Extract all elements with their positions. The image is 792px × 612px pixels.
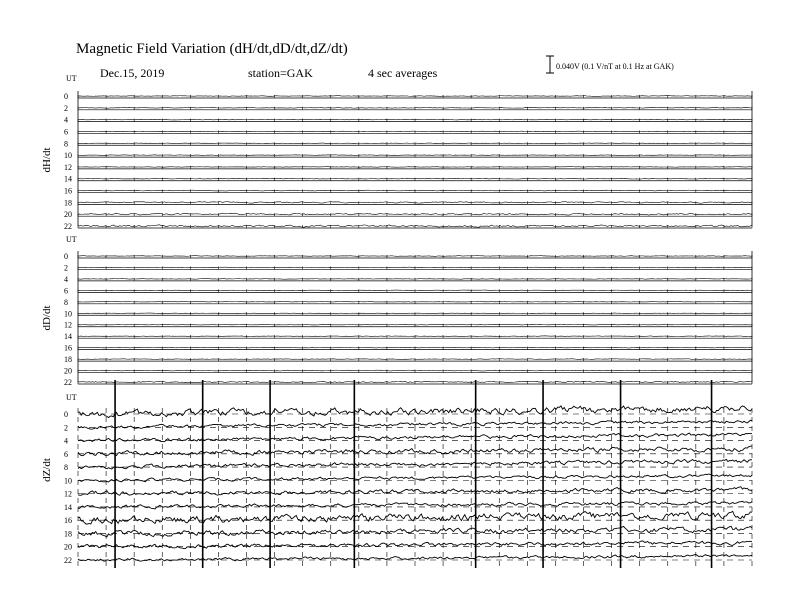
row-label: 18 (64, 355, 72, 365)
row-label: 2 (64, 263, 68, 273)
row-label: 16 (64, 186, 72, 196)
row-label: 4 (64, 115, 68, 125)
row-label: 8 (64, 297, 68, 307)
trace-line (78, 279, 752, 280)
row-label: 4 (64, 274, 68, 284)
row-label: 0 (64, 410, 68, 419)
station-label: station=GAK (248, 66, 313, 80)
row-label: 8 (64, 463, 68, 473)
trace-line (78, 511, 752, 524)
row-label: 18 (64, 198, 72, 208)
row-label: 8 (64, 139, 68, 149)
ut-label: UT (66, 393, 77, 402)
row-label: 22 (64, 378, 72, 387)
panel-ylabel: dD/dt (41, 305, 53, 331)
row-label: 2 (64, 423, 68, 433)
row-label: 14 (64, 174, 72, 184)
row-label: 10 (64, 151, 72, 161)
row-label: 20 (64, 366, 72, 376)
trace-line (78, 143, 752, 144)
row-label: 22 (64, 222, 72, 231)
trace-line (78, 336, 752, 337)
ut-label: UT (66, 74, 77, 83)
row-label: 18 (64, 529, 72, 539)
row-label: 16 (64, 516, 72, 526)
scale-bar-label: 0.040V (0.1 V/nT at 0.1 Hz at GAK) (556, 62, 674, 71)
panel-ylabel: dH/dt (41, 147, 53, 173)
chart-date: Dec.15, 2019 (100, 66, 165, 80)
row-label: 10 (64, 309, 72, 319)
trace-line (78, 459, 752, 469)
row-label: 16 (64, 343, 72, 353)
ut-label: UT (66, 235, 77, 244)
chart-title: Magnetic Field Variation (dH/dt,dD/dt,dZ/dt) (76, 41, 348, 57)
row-label: 12 (64, 489, 72, 499)
trace-line (78, 347, 752, 348)
row-label: 6 (64, 127, 68, 137)
row-label: 2 (64, 103, 68, 113)
panel-ylabel: dZ/dt (41, 458, 53, 482)
row-label: 20 (64, 210, 72, 220)
row-label: 12 (64, 320, 72, 330)
row-label: 0 (64, 92, 68, 101)
row-label: 6 (64, 286, 68, 296)
row-label: 10 (64, 476, 72, 486)
row-label: 6 (64, 449, 68, 459)
scale-bar (546, 56, 674, 73)
row-label: 12 (64, 162, 72, 172)
row-label: 4 (64, 436, 68, 446)
averaging-label: 4 sec averages (368, 66, 438, 80)
row-label: 14 (64, 502, 72, 512)
trace-line (78, 155, 752, 156)
row-label: 0 (64, 252, 68, 261)
row-label: 14 (64, 332, 72, 342)
panels-group (41, 74, 752, 568)
row-label: 22 (64, 556, 72, 565)
row-label: 20 (64, 542, 72, 552)
